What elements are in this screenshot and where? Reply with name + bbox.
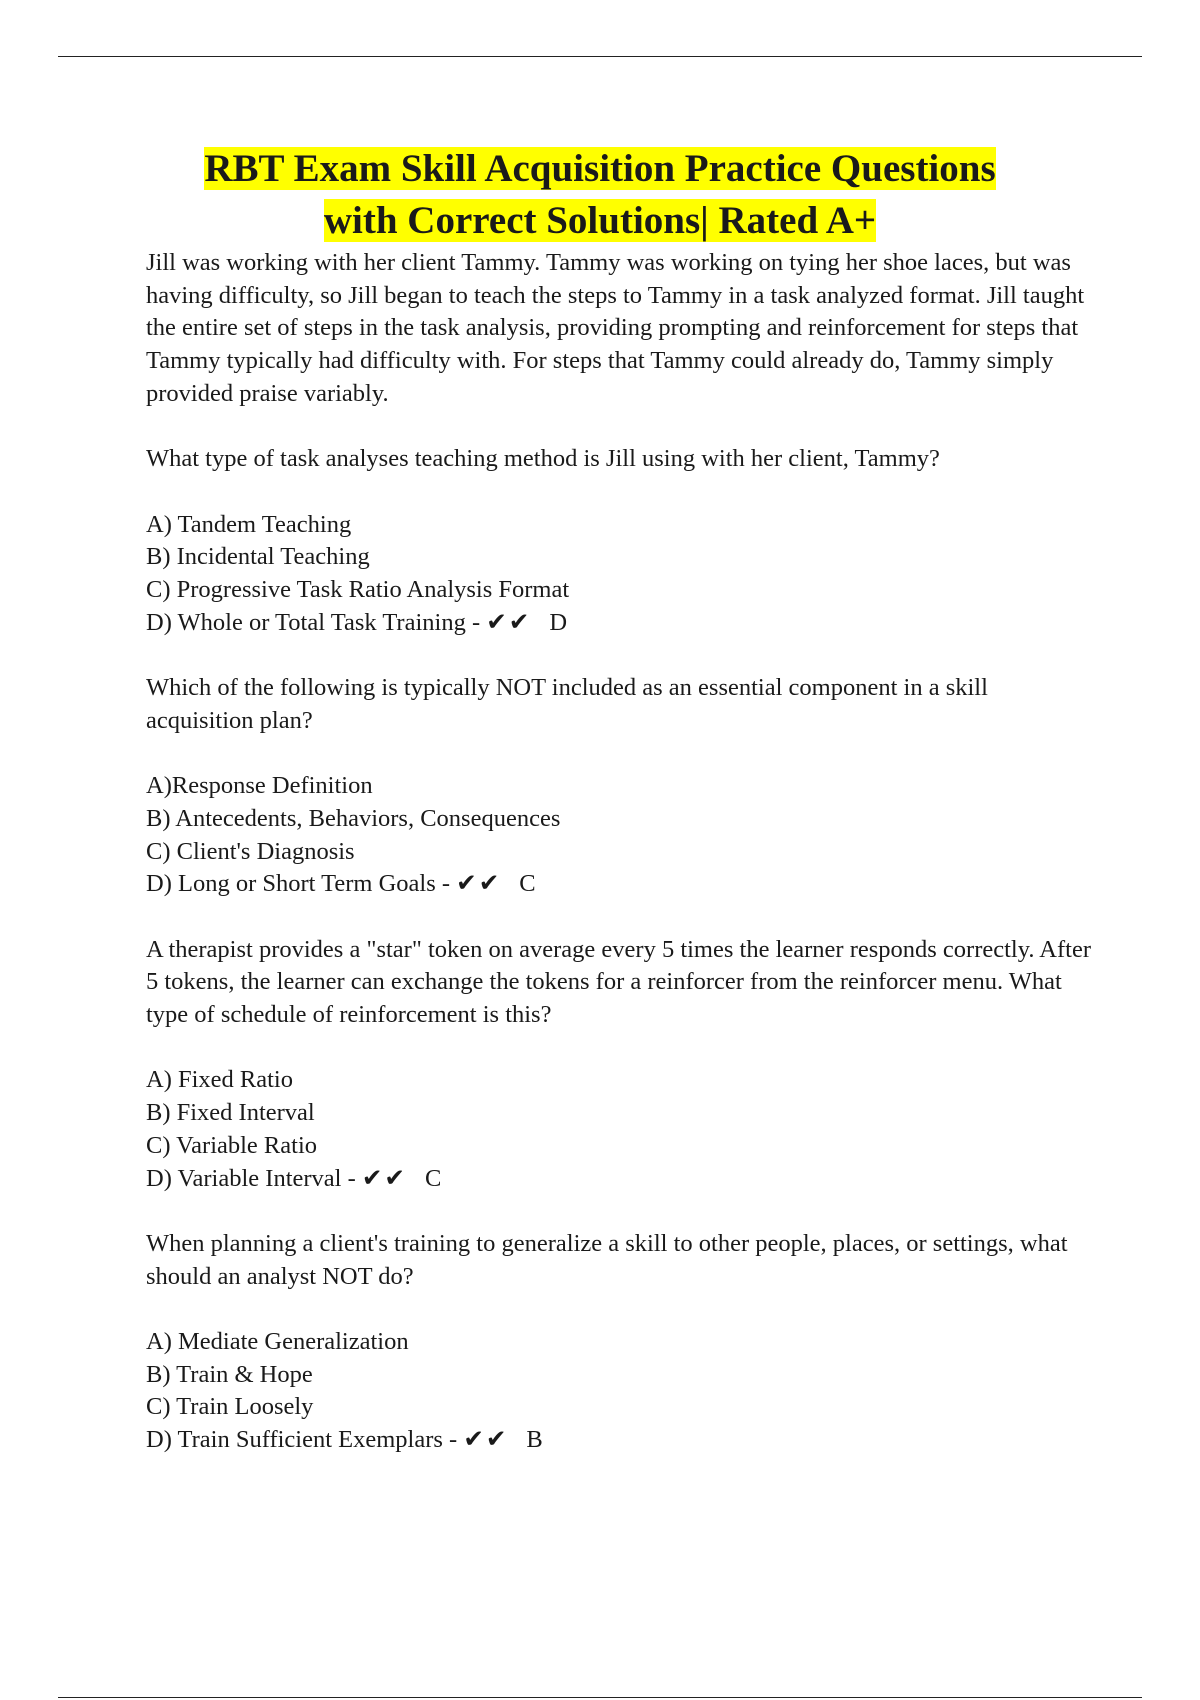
answer-options	[146, 509, 1091, 640]
option-c: C) Progressive Task Ratio Analysis Format	[146, 576, 570, 603]
option-b: B) Train & Hope	[146, 1360, 313, 1388]
option-d: D) Long or Short Term Goals -	[146, 870, 451, 898]
answer-options	[146, 1326, 1091, 1457]
option-c: C) Client's Diagnosis	[146, 837, 355, 865]
title-line-1: RBT Exam Skill Acquisition Practice Questions	[204, 147, 996, 190]
option-a: A) Fixed Ratio	[146, 1066, 293, 1094]
option-d-with-answer	[146, 1424, 1091, 1457]
option-d-with-answer	[146, 1163, 1091, 1196]
option-a: A) Tandem Teaching	[146, 510, 352, 538]
option-d: D) Variable Interval -	[146, 1164, 356, 1192]
question-block	[146, 1228, 1091, 1457]
option-b: B) Fixed Interval	[146, 1099, 315, 1127]
document-title	[100, 143, 1100, 247]
checkmark-icon: ✔✔	[486, 608, 532, 636]
option-a: A) Mediate Generalization	[146, 1328, 409, 1356]
checkmark-icon: ✔✔	[361, 1164, 407, 1192]
top-divider	[58, 56, 1142, 57]
question-block	[146, 672, 1091, 901]
option-c: C) Train Loosely	[146, 1393, 314, 1421]
correct-answer: B	[526, 1426, 543, 1454]
option-b: B) Antecedents, Behaviors, Consequences	[146, 804, 561, 832]
correct-answer: C	[519, 870, 536, 898]
question-scenario: Jill was working with her client Tammy. Tammy was working on tying her shoe laces, but was having difficulty, so Jill began to teach the steps to Tammy in a task analyzed format. Jill taught the entire set of steps in the task analysis, providing prompting and reinforcement for steps that Tammy typically had difficulty with. For steps that Tammy could already do, Tammy simply provided praise variably.	[146, 249, 1085, 407]
option-a: A)Response Definition	[146, 772, 373, 800]
option-b: B) Incidental Teaching	[146, 543, 370, 571]
option-d: D) Whole or Total Task Training -	[146, 608, 481, 636]
correct-answer: C	[424, 1164, 442, 1192]
answer-options	[146, 1064, 1091, 1195]
answer-options	[146, 770, 1091, 901]
document-body	[146, 247, 1091, 1457]
option-c: C) Variable Ratio	[146, 1131, 318, 1159]
checkmark-icon: ✔✔	[456, 870, 502, 898]
correct-answer: D	[549, 608, 568, 636]
checkmark-icon: ✔✔	[463, 1426, 509, 1454]
option-d-with-answer	[146, 607, 1091, 640]
option-d: D) Train Sufficient Exemplars -	[146, 1426, 458, 1454]
question-block	[146, 934, 1091, 1196]
title-line-2: with Correct Solutions| Rated A+	[323, 199, 877, 242]
question-prompt: A therapist provides a "star" token on average every 5 times the learner responds correctly. After 5 tokens, the learner can exchange the tokens for a reinforcer from the reinforcer menu. What type of schedule of reinforcement is this?	[146, 935, 1091, 1029]
question-prompt: What type of task analyses teaching method is Jill using with her client, Tammy?	[146, 445, 940, 473]
option-d-with-answer	[146, 868, 1091, 901]
bottom-divider	[58, 1697, 1142, 1698]
question-prompt: Which of the following is typically NOT included as an essential component in a skill acquisition plan?	[146, 674, 988, 734]
question-block	[146, 247, 1091, 639]
question-prompt: When planning a client's training to generalize a skill to other people, places, or settings, what should an analyst NOT do?	[146, 1229, 1068, 1290]
